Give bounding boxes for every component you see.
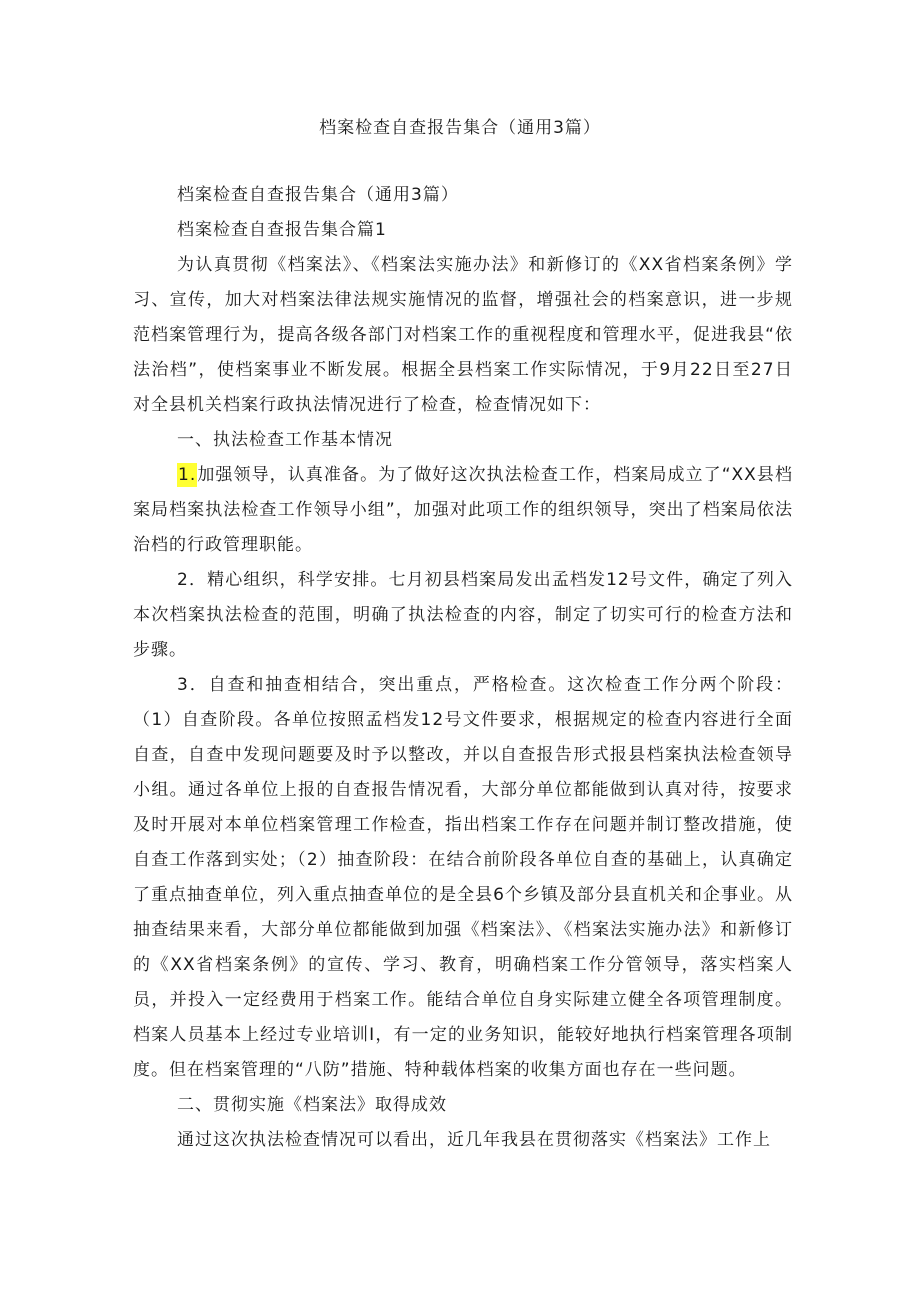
closing-paragraph: 通过这次执法检查情况可以看出，近几年我县在贯彻落实《档案法》工作上	[177, 1130, 771, 1150]
item-3-paragraph: 3．自查和抽查相结合，突出重点，严格检查。这次检查工作分两个阶段：（1）自查阶段。各单位按照孟档发12号文件要求，根据规定的检查内容进行全面自查，自查中发现问题要及时予以整改，并以自查报告形式报县档案执法检查领导小组。通过各单位上报的自查报告情况看，大部分单位都能做到认真对待，按要求及时开展对本单位档案管理工作检查，指出档案工作存在问题并制订整改措施，使自查工作落到实处；（2）抽查阶段：在结合前阶段各单位自查的基础上，认真确定了重点抽查单位，列入重点抽查单位的是全县6个乡镇及部分县直机关和企事业。从抽查结果来看，大部分单位都能做到加强《档案法》、《档案法实施办法》和新修订的《XX省档案条例》的宣传、学习、教育，明确档案工作分管领导，落实档案人员，并投入一定经费用于档案工作。能结合单位自身实际建立健全各项管理制度。档案人员基本上经过专业培训I，有一定的业务知识，能较好地执行档案管理各项制度。但在档案管理的“八防”措施、特种载体档案的收集方面也存在一些问题。	[133, 675, 793, 1080]
item-1-text: 加强领导，认真准备。为了做好这次执法检查工作，档案局成立了“XX县档案局档案执法检查工作领导小组”，加强对此项工作的组织领导，突出了档案局依法治档的行政管理职能。	[133, 465, 793, 555]
document-body	[133, 178, 793, 1158]
heading-basic-situation: 一、执法检查工作基本情况	[177, 430, 393, 450]
item-1-paragraph	[133, 458, 793, 563]
intro-paragraph: 为认真贯彻《档案法》、《档案法实施办法》和新修订的《XX省档案条例》学习、宣传，加大对档案法律法规实施情况的监督，增强社会的档案意识，进一步规范档案管理行为，提高各级各部门对档案工作的重视程度和管理水平，促进我县“依法治档”，使档案事业不断发展。根据全县档案工作实际情况，于9月22日至27日对全县机关档案行政执法情况进行了检查，检查情况如下：	[133, 255, 793, 415]
document-subtitle: 档案检查自查报告集合（通用3篇）	[177, 185, 459, 205]
section-title: 档案检查自查报告集合篇1	[177, 220, 387, 240]
item-2-paragraph: 2．精心组织，科学安排。七月初县档案局发出孟档发12号文件，确定了列入本次档案执法检查的范围，明确了执法检查的内容，制定了切实可行的检查方法和步骤。	[133, 570, 793, 660]
document-title: 档案检查自查报告集合（通用3篇）	[319, 118, 601, 138]
highlighted-item-number: 1.	[178, 465, 197, 485]
heading-achievements: 二、贯彻实施《档案法》取得成效	[177, 1095, 447, 1115]
